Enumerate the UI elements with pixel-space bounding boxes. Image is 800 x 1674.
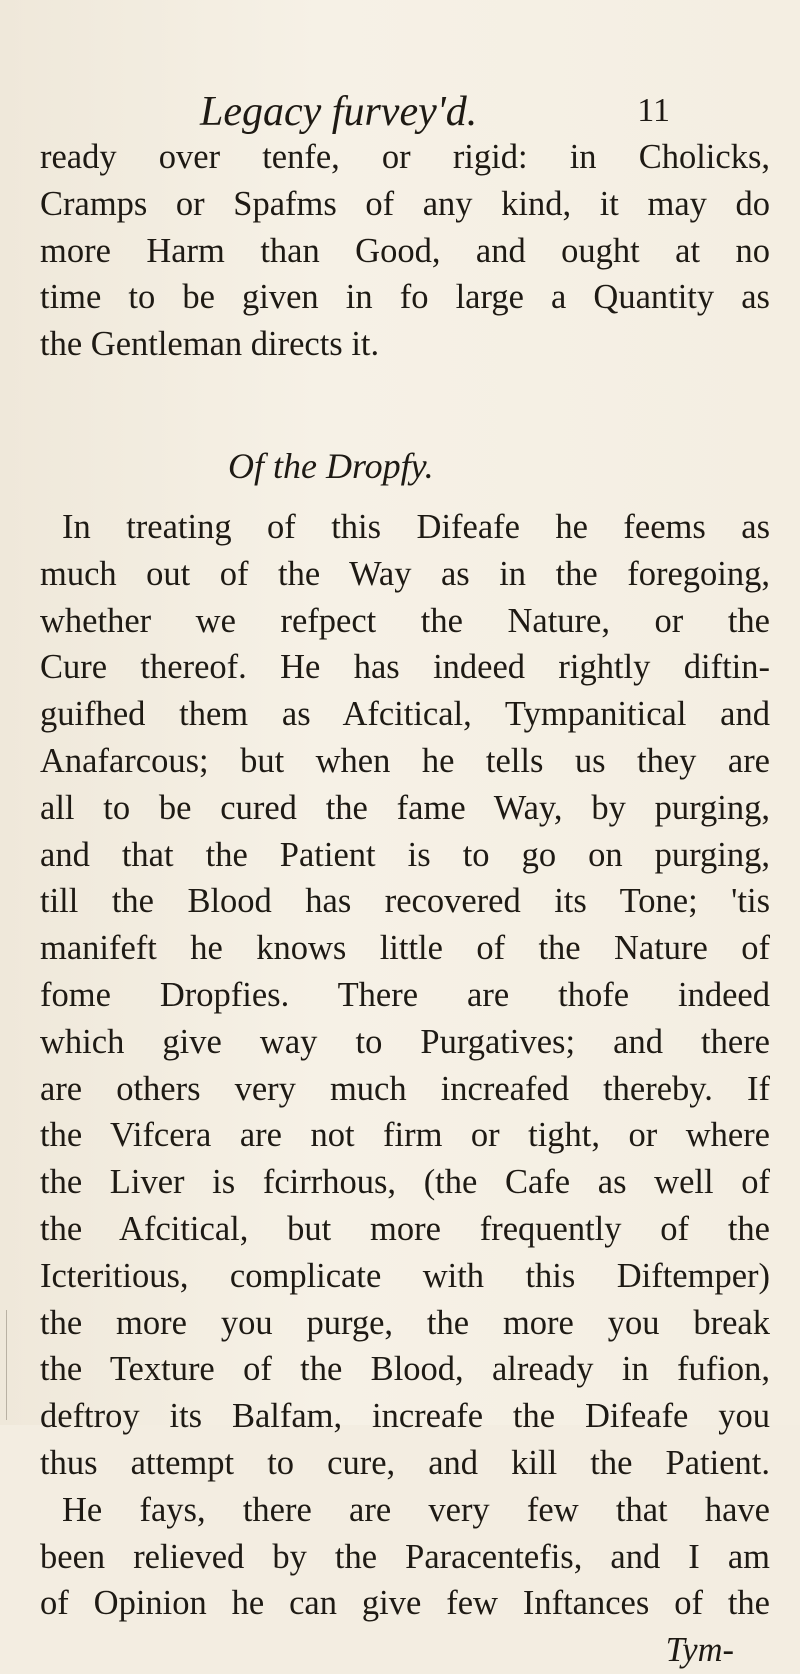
section-title: Of the Dropfy. [228, 446, 434, 486]
text-line: thus attempt to cure, and kill the Patient. [40, 1443, 770, 1482]
text-line: ready over tenfe, or rigid: in Cholicks, [40, 138, 770, 176]
text-line: Cramps or Spafms of any kind, it may do [40, 184, 770, 223]
page-number: 11 [637, 92, 670, 129]
text-line: Icteritious, complicate with this Diftemper) [40, 1256, 770, 1295]
running-head: Legacy furvey'd. [200, 89, 478, 135]
catchword: Tym- [665, 1631, 734, 1670]
text-line: time to be given in fo large a Quantity as [40, 278, 770, 317]
text-line: manifeft he knows little of the Nature of [40, 929, 770, 968]
text-line: whether we refpect the Nature, or the [40, 601, 770, 640]
text-line: which give way to Purgatives; and there [40, 1022, 770, 1061]
text-line: till the Blood has recovered its Tone; 'tis [40, 882, 770, 921]
text-line: of Opinion he can give few Inftances of the [40, 1584, 770, 1623]
text-line: the Liver is fcirrhous, (the Cafe as well of [40, 1163, 770, 1202]
paragraph-continuation [40, 134, 770, 368]
paragraph-dropsy [40, 504, 770, 1674]
text-line: Anafarcous; but when he tells us they are [40, 741, 770, 780]
text-line: the Vifcera are not firm or tight, or where [40, 1116, 770, 1155]
page-header [200, 88, 670, 138]
text-line: He fays, there are very few that have [62, 1490, 770, 1529]
text-line: the Texture of the Blood, already in fufion, [40, 1350, 770, 1389]
text-line: the Gentleman directs it. [40, 325, 380, 364]
text-line: deftroy its Balfam, increafe the Difeafe you [40, 1397, 770, 1436]
text-line: In treating of this Difeafe he feems as [62, 508, 770, 546]
text-line: all to be cured the fame Way, by purging, [40, 788, 770, 827]
text-line: much out of the Way as in the foregoing, [40, 554, 770, 593]
text-line: more Harm than Good, and ought at no [40, 231, 770, 270]
text-line: the more you purge, the more you break [40, 1303, 770, 1342]
text-line: and that the Patient is to go on purging, [40, 835, 770, 874]
text-line: the Afcitical, but more frequently of the [40, 1209, 770, 1248]
text-line: Cure thereof. He has indeed rightly diftin- [40, 648, 770, 687]
text-line: been relieved by the Paracentefis, and I am [40, 1537, 770, 1576]
text-line: are others very much increafed thereby. If [40, 1069, 770, 1108]
page-edge-line [6, 1310, 7, 1420]
text-line: fome Dropfies. There are thofe indeed [40, 975, 770, 1014]
text-line: guifhed them as Afcitical, Tympanitical and [40, 695, 770, 734]
